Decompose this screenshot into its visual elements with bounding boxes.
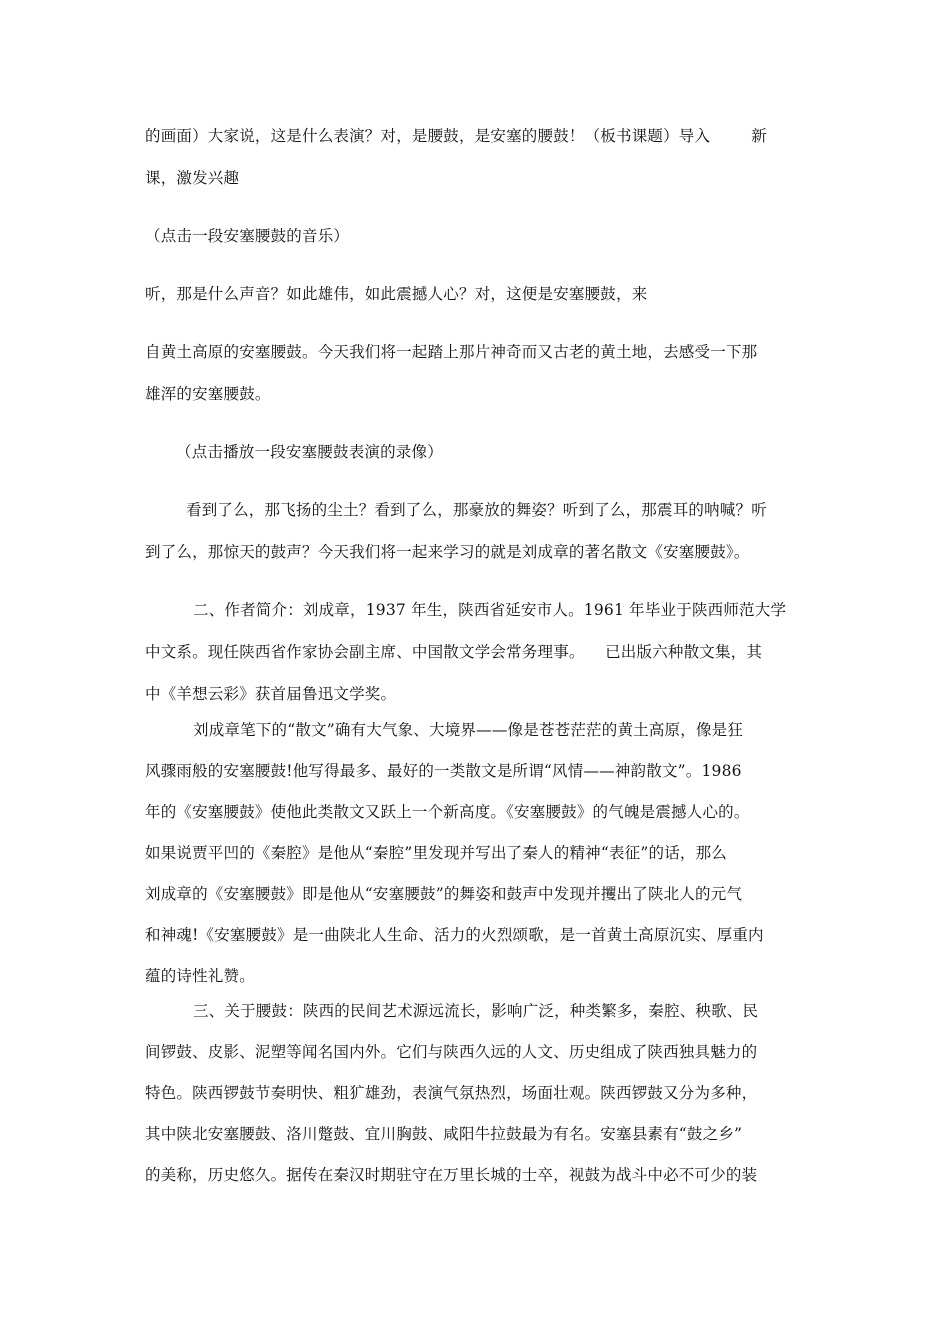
text-line: 特色。陕西锣鼓节奏明快、粗犷雄劲，表演气氛热烈，场面壮观。陕西锣鼓又分为多种，: [145, 1084, 758, 1102]
text-line: 雄浑的安塞腰鼓。: [145, 385, 271, 403]
text-line: 中文系。现任陕西省作家协会副主席、中国散文学会常务理事。 已出版六种散文集，其: [145, 643, 763, 661]
text-line: 课，激发兴趣: [145, 169, 240, 187]
text-line: 的美称，历史悠久。据传在秦汉时期驻守在万里长城的士卒，视鼓为战斗中必不可少的装: [145, 1166, 758, 1184]
text-line: 自黄土高原的安塞腰鼓。今天我们将一起踏上那片神奇而又古老的黄土地，去感受一下那: [145, 343, 758, 361]
text-line: （点击一段安塞腰鼓的音乐）: [145, 227, 350, 245]
text-line: 风骤雨般的安塞腰鼓!他写得最多、最好的一类散文是所谓“风情——神韵散文”。1986: [145, 762, 742, 780]
text-line: 间锣鼓、皮影、泥塑等闻名国内外。它们与陕西久远的人文、历史组成了陕西独具魅力的: [145, 1043, 758, 1061]
text-line: 听，那是什么声音？如此雄伟，如此震撼人心？对，这便是安塞腰鼓，来: [145, 285, 648, 303]
text-line: （点击播放一段安塞腰鼓表演的录像）: [176, 443, 443, 461]
text-line: 三、关于腰鼓：陕西的民间艺术源远流长，影响广泛，种类繁多，秦腔、秧歌、民: [193, 1002, 759, 1020]
text-line: 和神魂!《安塞腰鼓》是一曲陕北人生命、活力的火烈颂歌，是一首黄土高原沉实、厚重内: [145, 926, 764, 944]
text-line: 二、作者简介：刘成章，1937 年生，陕西省延安市人。1961 年毕业于陕西师范大学: [193, 601, 787, 619]
text-line: 蕴的诗性礼赞。: [145, 967, 255, 985]
text-line: 刘成章的《安塞腰鼓》即是他从“安塞腰鼓”的舞姿和鼓声中发现并攫出了陕北人的元气: [145, 885, 743, 903]
text-line: 到了么，那惊天的鼓声？今天我们将一起来学习的就是刘成章的著名散文《安塞腰鼓》。: [145, 543, 750, 561]
text-line: 年的《安塞腰鼓》使他此类散文又跃上一个新高度。《安塞腰鼓》的气魄是震撼人心的。: [145, 803, 750, 821]
text-line: 刘成章笔下的“散文”确有大气象、大境界——像是苍苍茫茫的黄土高原，像是狂: [193, 721, 744, 739]
text-line: 中《羊想云彩》获首届鲁迅文学奖。: [145, 685, 397, 703]
text-line: 看到了么，那飞扬的尘土？看到了么，那豪放的舞姿？听到了么，那震耳的呐喊？听: [186, 501, 767, 519]
text-line: 其中陕北安塞腰鼓、洛川蹩鼓、宜川胸鼓、咸阳牛拉鼓最为有名。安塞县素有“鼓之乡”: [145, 1125, 743, 1143]
text-line: 如果说贾平凹的《秦腔》是他从“秦腔”里发现并写出了秦人的精神“表征”的话，那么: [145, 844, 727, 862]
text-line: 的画面）大家说，这是什么表演？对，是腰鼓，是安塞的腰鼓！（板书课题）导入 新: [145, 127, 767, 145]
